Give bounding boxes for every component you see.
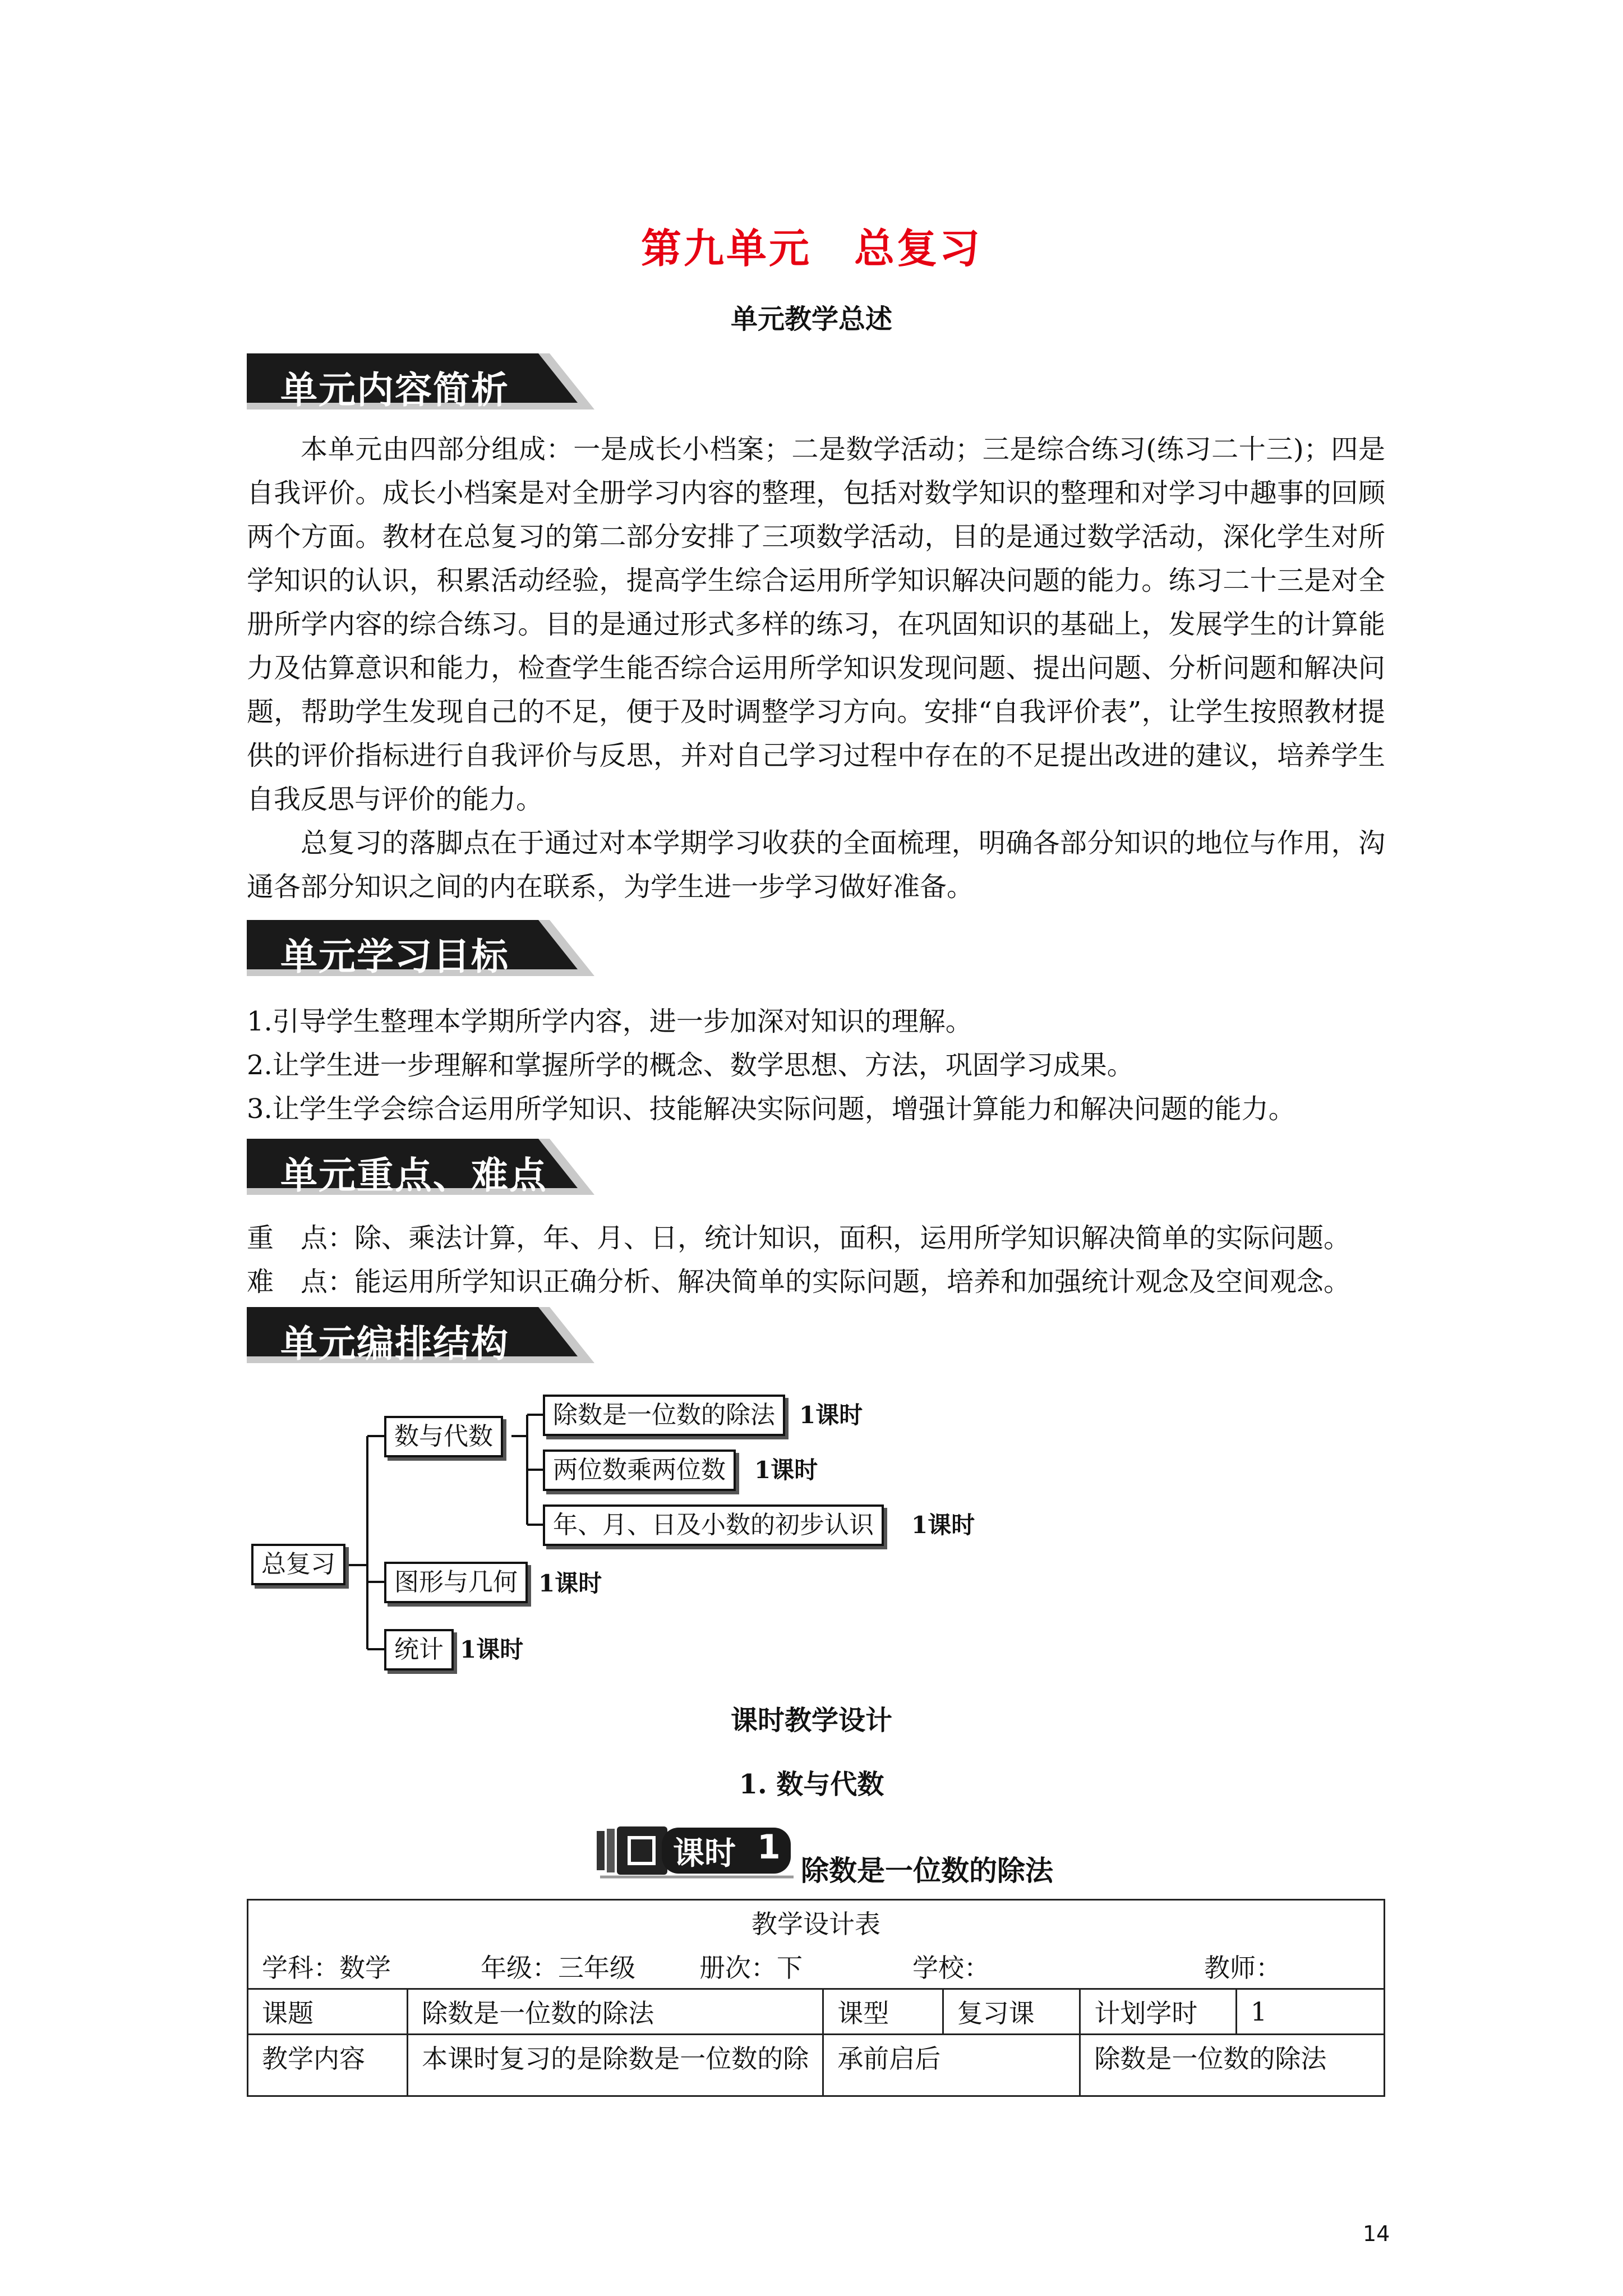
table-cell: 课型 <box>823 1989 943 2035</box>
table-subject: 学科：数学 <box>262 1953 391 1983</box>
tree-leaf-hours: 1课时 <box>911 1511 975 1539</box>
section-banner-key-points: 单元重点、难点 <box>247 1139 606 1200</box>
table-cell: 复习课 <box>943 1989 1080 2035</box>
table-cell: 1 <box>1236 1989 1384 2035</box>
lesson-badge <box>594 1823 796 1879</box>
table-row <box>248 1989 1385 2035</box>
paragraph: 总复习的落脚点在于通过对本学期学习收获的全面梳理，明确各部分知识的地位与作用，沟通各部分知识之间的内在联系，为学生进一步学习做好准备。 <box>247 827 1385 903</box>
tree-leaf-hours: 1课时 <box>799 1401 863 1429</box>
tree-branch-geometry: 图形与几何 <box>384 1562 528 1603</box>
table-volume: 册次：下 <box>699 1953 803 1983</box>
table-row <box>248 2035 1385 2096</box>
lesson-number: 1 <box>757 1828 781 1867</box>
lesson-title: 除数是一位数的除法 <box>801 1854 1053 1887</box>
table-grade: 年级：三年级 <box>481 1953 635 1983</box>
table-meta-row <box>248 1944 1385 1989</box>
goal-item: 2.让学生进一步理解和掌握所学的概念、数学思想、方法，巩固学习成果。 <box>247 1050 1134 1081</box>
tree-leaf: 除数是一位数的除法 <box>543 1395 785 1436</box>
tree-leaf-hours: 1课时 <box>754 1456 818 1484</box>
tree-leaf: 两位数乘两位数 <box>543 1450 736 1491</box>
table-cell: 除数是一位数的除法 <box>1080 2035 1385 2096</box>
design-heading: 课时教学设计 <box>730 1705 892 1736</box>
page-number: 14 <box>1363 2221 1390 2246</box>
table-cell: 承前启后 <box>823 2035 1080 2096</box>
goal-item: 3.让学生学会综合运用所学知识、技能解决实际问题，增强计算能力和解决问题的能力。 <box>247 1093 1295 1125</box>
section-banner-learning-goals: 单元学习目标 <box>247 920 606 982</box>
table-school: 学校： <box>912 1953 990 1983</box>
table-caption: 教学设计表 <box>248 1900 1385 1945</box>
tree-root: 总复习 <box>251 1544 345 1585</box>
tree-branch-hours: 1课时 <box>538 1570 602 1597</box>
section-heading: 1. 数与代数 <box>739 1769 884 1800</box>
table-cell: 本课时复习的是除数是一位数的除 <box>408 2035 823 2096</box>
page-subtitle: 单元教学总述 <box>730 303 892 335</box>
table-cell: 除数是一位数的除法 <box>408 1989 823 2035</box>
table-teacher: 教师： <box>1204 1953 1281 1983</box>
page-title: 第九单元 总复习 <box>640 224 982 272</box>
table-cell: 课题 <box>248 1989 408 2035</box>
key-point: 重 点：除、乘法计算，年、月、日，统计知识，面积，运用所学知识解决简单的实际问题。 <box>247 1222 1351 1254</box>
section-banner-structure: 单元编排结构 <box>247 1307 606 1369</box>
goal-item: 1.引导学生整理本学期所学内容，进一步加深对知识的理解。 <box>247 1006 972 1037</box>
table-cell: 计划学时 <box>1080 1989 1237 2035</box>
tree-leaf: 年、月、日及小数的初步认识 <box>543 1504 884 1546</box>
table-cell: 教学内容 <box>248 2035 408 2096</box>
lesson-badge-label: 课时 <box>673 1835 736 1872</box>
tree-branch-number-algebra: 数与代数 <box>384 1416 503 1457</box>
paragraph: 本单元由四部分组成：一是成长小档案；二是数学活动；三是综合练习(练习二十三)；四是自我评价。成长小档案是对全册学习内容的整理，包括对数学知识的整理和对学习中趣事的回顾两个方面。教材在总复习的第二部分安排了三项数学活动，目的是通过数学活动，深化学生对所学知识的认识，积累活动经验，提高学生综合运用所学知识解决问题的能力。练习二十三是对全册所学内容的综合练习。目的是通过形式多样的练习，在巩固知识的基础上，发展学生的计算能力及估算意识和能力，检查学生能否综合运用所学知识发现问题、提出问题、分析问题和解决问题，帮助学生发现自己的不足，便于及时调整学习方向。安排“自我评价表”，让学生按照教材提供的评价指标进行自我评价与反思，并对自己学习过程中存在的不足提出改进的建议，培养学生自我反思与评价的能力。 <box>247 434 1385 815</box>
section-banner-content-analysis: 单元内容简析 <box>247 353 606 415</box>
tree-branch-statistics: 统计 <box>384 1629 454 1671</box>
design-table <box>247 1899 1385 2097</box>
tree-branch-hours: 1课时 <box>460 1636 524 1663</box>
difficult-point: 难 点：能运用所学知识正确分析、解决简单的实际问题，培养和加强统计观念及空间观念。 <box>247 1266 1351 1297</box>
